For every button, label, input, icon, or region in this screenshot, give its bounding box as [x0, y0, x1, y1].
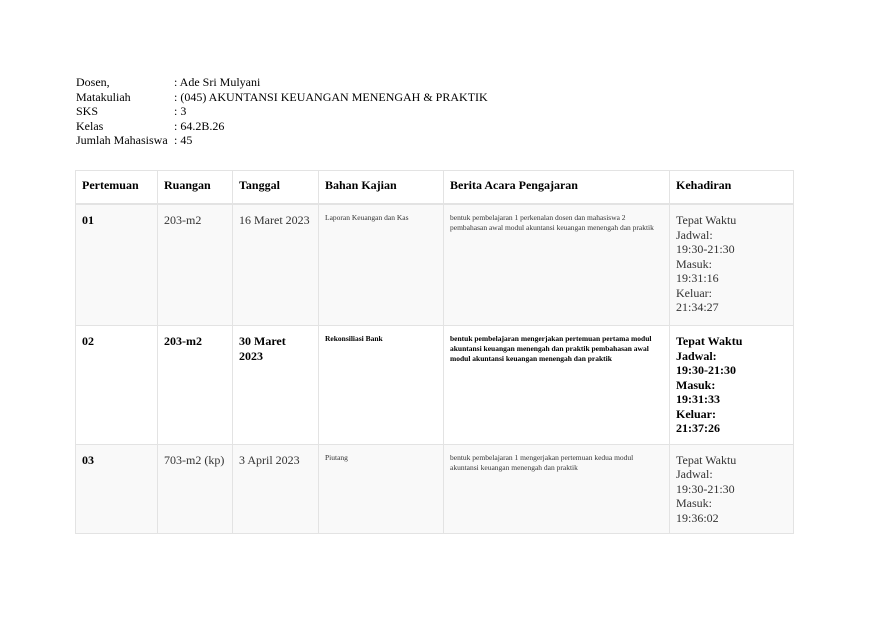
cell-berita-acara: bentuk pembelajaran mengerjakan pertemuan pertama modul akuntansi keuangan menengah dan praktik pembahasan awal modul akuntansi keuangan menengah dan praktik [444, 326, 670, 445]
kehadiran-masuk-value: 19:31:33 [676, 392, 720, 406]
table-header-row [76, 171, 794, 205]
info-value: : 45 [174, 133, 193, 148]
kehadiran-status: Tepat Waktu [676, 213, 737, 227]
kehadiran-jadwal-value: 19:30-21:30 [676, 363, 736, 377]
kehadiran-masuk-label: Masuk: [676, 496, 712, 510]
info-row-jumlah-mahasiswa [76, 133, 488, 148]
info-row-matakuliah [76, 90, 488, 105]
cell-bahan-kajian: Rekonsiliasi Bank [319, 326, 444, 445]
info-value: : 3 [174, 104, 187, 119]
cell-pertemuan: 03 [76, 444, 158, 534]
kehadiran-masuk-value: 19:36:02 [676, 510, 719, 525]
cell-tanggal: 16 Maret 2023 [233, 204, 319, 326]
header-tanggal: Tanggal [233, 171, 319, 205]
kehadiran-jadwal-value: 19:30-21:30 [676, 481, 735, 496]
attendance-table [75, 170, 794, 534]
kehadiran-masuk-value: 19:31:16 [676, 271, 719, 285]
cell-berita-acara: bentuk pembelajaran 1 mengerjakan pertemuan kedua modul akuntansi keuangan menengah dan praktik [444, 444, 670, 534]
kehadiran-status: Tepat Waktu [676, 452, 737, 467]
header-bahan-kajian: Bahan Kajian [319, 171, 444, 205]
info-value: : Ade Sri Mulyani [174, 75, 261, 89]
kehadiran-keluar-label: Keluar: [676, 285, 712, 300]
kehadiran-jadwal-value: 19:30-21:30 [676, 242, 735, 256]
table-row [76, 326, 794, 445]
cell-bahan-kajian: Piutang [319, 444, 444, 534]
info-row-sks [76, 104, 488, 119]
cell-kehadiran [670, 326, 794, 445]
kehadiran-masuk-label: Masuk: [676, 256, 712, 271]
cell-kehadiran [670, 444, 794, 534]
info-label: Matakuliah [76, 89, 131, 104]
cell-berita-acara: bentuk pembelajaran 1 perkenalan dosen dan mahasiswa 2 pembahasan awal modul akuntansi keuangan menengah dan praktik [444, 204, 670, 326]
kehadiran-keluar-label: Keluar: [676, 406, 716, 421]
header-berita-acara: Berita Acara Pengajaran [444, 171, 670, 205]
header-ruangan: Ruangan [158, 171, 233, 205]
info-value: : 64.2B.26 [174, 118, 225, 133]
kehadiran-status: Tepat Waktu [676, 334, 743, 348]
kehadiran-jadwal-label: Jadwal: [676, 227, 713, 242]
info-label: SKS [76, 104, 99, 119]
course-info [76, 75, 488, 148]
header-kehadiran: Kehadiran [670, 171, 794, 205]
info-label: Dosen, [76, 75, 110, 89]
cell-pertemuan: 01 [76, 204, 158, 326]
info-label: Kelas [76, 118, 104, 133]
table-row [76, 444, 794, 534]
kehadiran-keluar-value: 21:34:27 [676, 300, 719, 314]
cell-tanggal: 30 Maret 2023 [233, 326, 319, 445]
cell-ruangan: 203-m2 [158, 204, 233, 326]
cell-ruangan: 203-m2 [158, 326, 233, 445]
kehadiran-jadwal-label: Jadwal: [676, 348, 717, 363]
cell-bahan-kajian: Laporan Keuangan dan Kas [319, 204, 444, 326]
info-value: : (045) AKUNTANSI KEUANGAN MENENGAH & PRAKTIK [174, 89, 488, 104]
info-row-dosen [76, 75, 488, 90]
cell-kehadiran [670, 204, 794, 326]
table-row [76, 204, 794, 326]
cell-pertemuan: 02 [76, 326, 158, 445]
kehadiran-keluar-value: 21:37:26 [676, 421, 720, 435]
info-label: Jumlah Mahasiswa [76, 133, 168, 148]
info-row-kelas [76, 119, 488, 134]
kehadiran-masuk-label: Masuk: [676, 377, 716, 392]
cell-ruangan: 703-m2 (kp) [158, 444, 233, 534]
cell-tanggal: 3 April 2023 [233, 444, 319, 534]
header-pertemuan: Pertemuan [76, 171, 158, 205]
kehadiran-jadwal-label: Jadwal: [676, 467, 713, 481]
